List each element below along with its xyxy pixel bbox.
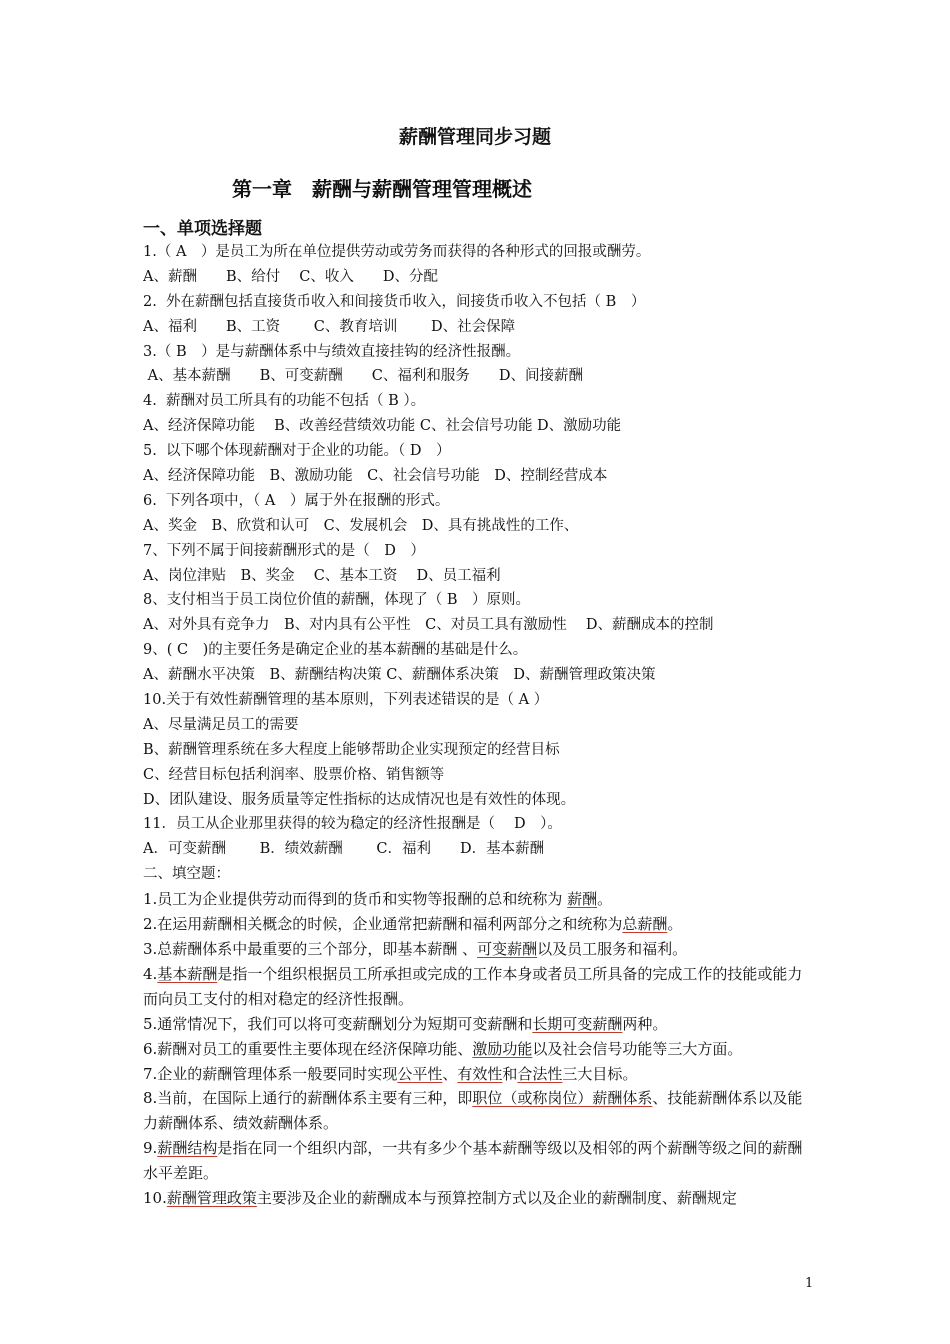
answer-text: 总薪酬 <box>622 915 668 934</box>
fill-in-item <box>143 1037 815 1062</box>
question-line: A、奖金 B、欣赏和认可 C、发展机会 D、具有挑战性的工作、 <box>143 517 579 534</box>
item-text: 4. <box>143 964 158 983</box>
chapter-title: 第一章 薪酬与薪酬管理管理概述 <box>232 177 532 201</box>
item-text: 和 <box>502 1064 518 1083</box>
fill-in-item <box>143 1136 815 1186</box>
item-text: 3.总薪酬体系中最重要的三个部分，即基本薪酬 、 <box>143 939 478 958</box>
answer-text: 激励功能 <box>472 1039 533 1058</box>
answer-text: 薪酬结构 <box>157 1139 218 1158</box>
question-line: A、福利 B、工资 C、教育培训 D、社会保障 <box>143 318 516 335</box>
question-line: A、对外具有竞争力 B、对内具有公平性 C、对员工具有激励性 D、薪酬成本的控制 <box>143 617 714 634</box>
item-text: 两种。 <box>622 1014 668 1033</box>
answer-text: 基本薪酬 <box>157 964 218 983</box>
question-line: 8、支付相当于员工岗位价值的薪酬，体现了（ B ）原则。 <box>143 592 530 609</box>
section-title-fill-in: 二、填空题： <box>143 866 230 883</box>
answer-text: 薪酬 <box>567 890 598 909</box>
question-line: A、岗位津贴 B、奖金 C、基本工资 D、员工福利 <box>143 567 501 584</box>
fill-in-item <box>143 1086 815 1136</box>
page-number: 1 <box>805 1276 814 1291</box>
question-line: 6. 下列各项中，（ A ）属于外在报酬的形式。 <box>143 492 450 509</box>
item-text: 。 <box>667 915 683 934</box>
item-text: 7.企业的薪酬管理体系一般要同时实现 <box>143 1064 398 1083</box>
question-line: B、薪酬管理系统在多大程度上能够帮助企业实现预定的经营目标 <box>143 741 560 758</box>
item-text: 8.当前，在国际上通行的薪酬体系主要有三种，即 <box>143 1089 473 1108</box>
item-text: 2.在运用薪酬相关概念的时候，企业通常把薪酬和福利两部分之和统称为 <box>143 915 623 934</box>
question-line: 2. 外在薪酬包括直接货币收入和间接货币收入，间接货币收入不包括（ B ） <box>143 293 646 310</box>
answer-text: 薪酬管理政策 <box>166 1189 257 1208</box>
answer-text: 职位（或称岗位）薪酬体系 <box>472 1089 653 1108</box>
question-line: C、经营目标包括利润率、股票价格、销售额等 <box>143 766 445 783</box>
item-text: 。 <box>597 890 613 909</box>
fill-in-item <box>143 912 815 937</box>
fill-in-item <box>143 1062 815 1087</box>
item-text: 、 <box>442 1064 458 1083</box>
question-line: 4. 薪酬对员工所具有的功能不包括（ B ）。 <box>143 393 426 410</box>
answer-text: 长期可变薪酬 <box>532 1014 623 1033</box>
item-text: 9. <box>143 1139 158 1158</box>
fill-in-item <box>143 1012 815 1037</box>
fill-in-item <box>143 887 815 912</box>
question-line: 5. 以下哪个体现薪酬对于企业的功能。（ D ） <box>143 443 451 460</box>
answer-text: 可变薪酬 <box>477 939 538 958</box>
question-line: D、团队建设、服务质量等定性指标的达成情况也是有效性的体现。 <box>143 791 576 808</box>
question-line: A、经济保障功能 B、激励功能 C、社会信号功能 D、控制经营成本 <box>143 468 608 485</box>
question-line: 3.（ B ）是与薪酬体系中与绩效直接挂钩的经济性报酬。 <box>143 343 521 360</box>
question-line: A．可变薪酬 B．绩效薪酬 C．福利 D．基本薪酬 <box>143 841 545 858</box>
question-line: A、薪酬水平决策 B、薪酬结构决策 C、薪酬体系决策 D、薪酬管理政策决策 <box>143 667 656 684</box>
fill-in-list <box>143 887 815 1211</box>
item-text: 三大目标。 <box>562 1064 638 1083</box>
answer-text: 有效性 <box>457 1064 503 1083</box>
multiple-choice-list <box>143 240 815 862</box>
item-text: 是指一个组织根据员工所承担或完成的工作本身或者员工所具备的完成工作的技能或能力而向员工支付的相对稳定的经济性报酬。 <box>143 964 803 1008</box>
question-line: 10.关于有效性薪酬管理的基本原则，下列表述错误的是（ A ） <box>143 692 549 709</box>
fill-in-item <box>143 962 815 1012</box>
question-line: A、基本薪酬 B、可变薪酬 C、福利和服务 D、间接薪酬 <box>143 368 583 385</box>
item-text: 6.薪酬对员工的重要性主要体现在经济保障功能、 <box>143 1039 473 1058</box>
item-text: 10. <box>143 1189 167 1208</box>
answer-text: 公平性 <box>397 1064 443 1083</box>
answer-text: 合法性 <box>517 1064 563 1083</box>
question-line: 7、下列不属于间接薪酬形式的是（ D ） <box>143 542 425 559</box>
question-line: A、尽量满足员工的需要 <box>143 716 299 733</box>
item-text: 5.通常情况下，我们可以将可变薪酬划分为短期可变薪酬和 <box>143 1014 533 1033</box>
item-text: 以及社会信号功能等三大方面。 <box>532 1039 743 1058</box>
item-text: 是指在同一个组织内部，一共有多少个基本薪酬等级以及相邻的两个薪酬等级之间的薪酬水平差距。 <box>143 1139 803 1183</box>
item-text: 、技能薪酬体系以及能力薪酬体系、绩效薪酬体系。 <box>143 1089 803 1133</box>
document-title: 薪酬管理同步习题 <box>398 126 551 148</box>
question-line: 9、( C )的主要任务是确定企业的基本薪酬的基础是什么。 <box>143 642 528 659</box>
question-line: 1.（ A ）是员工为所在单位提供劳动或劳务而获得的各种形式的回报或酬劳。 <box>143 244 651 260</box>
question-line: A、薪酬 B、给付 C、收入 D、分配 <box>143 268 438 285</box>
question-line: A、经济保障功能 B、改善经营绩效功能 C、社会信号功能 D、激励功能 <box>143 418 622 435</box>
fill-in-item <box>143 937 815 962</box>
item-text: 1.员工为企业提供劳动而得到的货币和实物等报酬的总和统称为 <box>143 890 568 909</box>
question-line: 11．员工从企业那里获得的较为稳定的经济性报酬是（ D ）。 <box>143 816 562 833</box>
section-title-multiple-choice: 一、单项选择题 <box>143 219 262 239</box>
item-text: 以及员工服务和福利。 <box>537 939 688 958</box>
document-body <box>143 240 815 1211</box>
fill-in-item <box>143 1186 815 1211</box>
item-text: 主要涉及企业的薪酬成本与预算控制方式以及企业的薪酬制度、薪酬规定 <box>256 1189 737 1208</box>
